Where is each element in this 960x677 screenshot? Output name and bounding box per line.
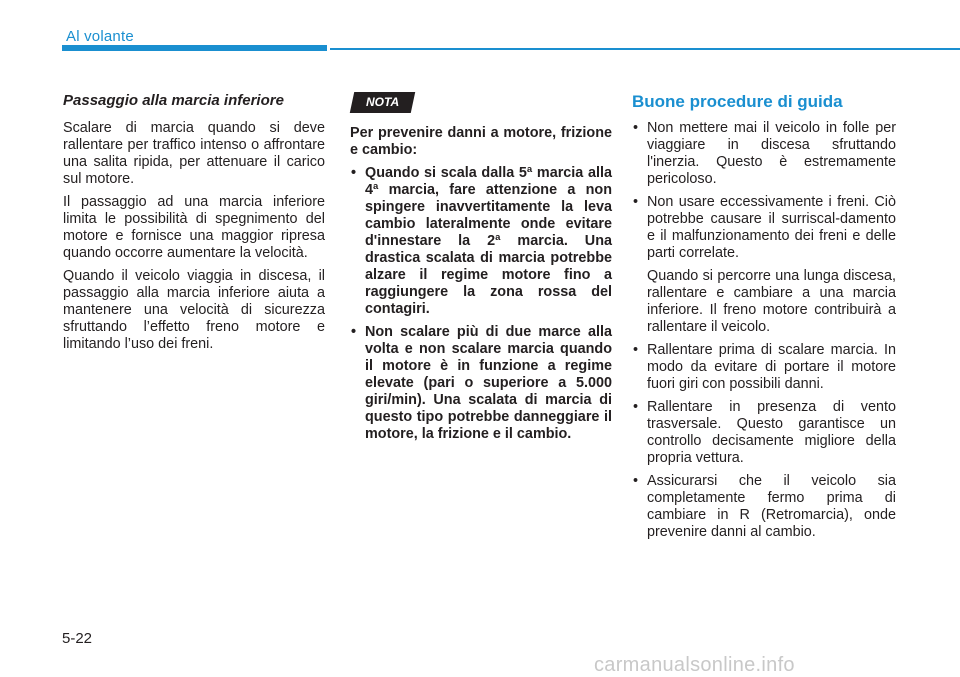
section-title: Al volante bbox=[66, 28, 134, 45]
list-item-continuation: Quando si percorre una lunga discesa, rallentare e cambiare a una marcia inferiore. Il freno motore contribuirà a rallentare il veicolo. bbox=[647, 268, 896, 335]
header-rule bbox=[330, 48, 960, 50]
column-downshifting bbox=[63, 92, 325, 359]
section-heading: Buone procedure di guida bbox=[632, 92, 843, 111]
paragraph: Il passaggio ad una marcia inferiore limita le possibilità di spegnimento del motore e fornisce una maggior ripresa quando occorre aumentare la velocità. bbox=[63, 194, 325, 261]
list-item: • Non usare eccessivamente i freni. Ciò potrebbe causare il surriscal-damento e il malfunzionamento dei freni e delle parti correlate. bbox=[632, 194, 896, 262]
driving-list-more bbox=[632, 342, 896, 541]
paragraph: Scalare di marcia quando si deve rallentare per traffico intenso o affrontare una salita ripida, per attenuare il carico sul motore. bbox=[63, 120, 325, 187]
list-item: • Non mettere mai il veicolo in folle per viaggiare in discesa sfruttando l'inerzia. Questo è estremamente pericoloso. bbox=[632, 120, 896, 188]
list-item: • Rallentare in presenza di vento trasversale. Questo garantisce un controllo decisamente migliore della propria vettura. bbox=[632, 399, 896, 467]
note-badge: NOTA bbox=[350, 92, 416, 113]
watermark: carmanualsonline.info bbox=[594, 654, 795, 676]
list-item: • Assicurarsi che il veicolo sia completamente fermo prima di cambiare in R (Retromarcia), onde prevenire danni al cambio. bbox=[632, 473, 896, 541]
driving-list bbox=[632, 120, 896, 262]
list-item: • Non scalare più di due marce alla volta e non scalare marcia quando il motore è in funzione a regime elevate (pari o superiore a 5.000 giri/min). Una scalata di marcia di questo tipo potrebbe danneggiare il motore, la frizione e il cambio. bbox=[350, 324, 612, 443]
paragraph: Quando il veicolo viaggia in discesa, il passaggio alla marcia inferiore aiuta a mantenere una velocità di sicurezza sfruttando l’effetto freno motore e limitando l’uso dei freni. bbox=[63, 268, 325, 352]
column-note bbox=[350, 92, 612, 449]
column-good-driving bbox=[632, 92, 896, 547]
subtitle: Passaggio alla marcia inferiore bbox=[63, 92, 284, 109]
note-list bbox=[350, 165, 612, 443]
list-item: • Rallentare prima di scalare marcia. In modo da evitare di portare il motore fuori giri con possibili danni. bbox=[632, 342, 896, 393]
header-bar bbox=[62, 45, 327, 51]
note-intro: Per prevenire danni a motore, frizione e cambio: bbox=[350, 125, 612, 158]
list-item: • Quando si scala dalla 5ª marcia alla 4ª marcia, fare attenzione a non spingere inavvertitamente la leva cambio lateralmente onde evitare d'innestare la 2ª marcia. Una drastica scalata di marcia potrebbe alzare il regime motore fino a raggiungere la zona rossa del contagiri. bbox=[350, 165, 612, 318]
page-number: 5-22 bbox=[62, 630, 93, 647]
